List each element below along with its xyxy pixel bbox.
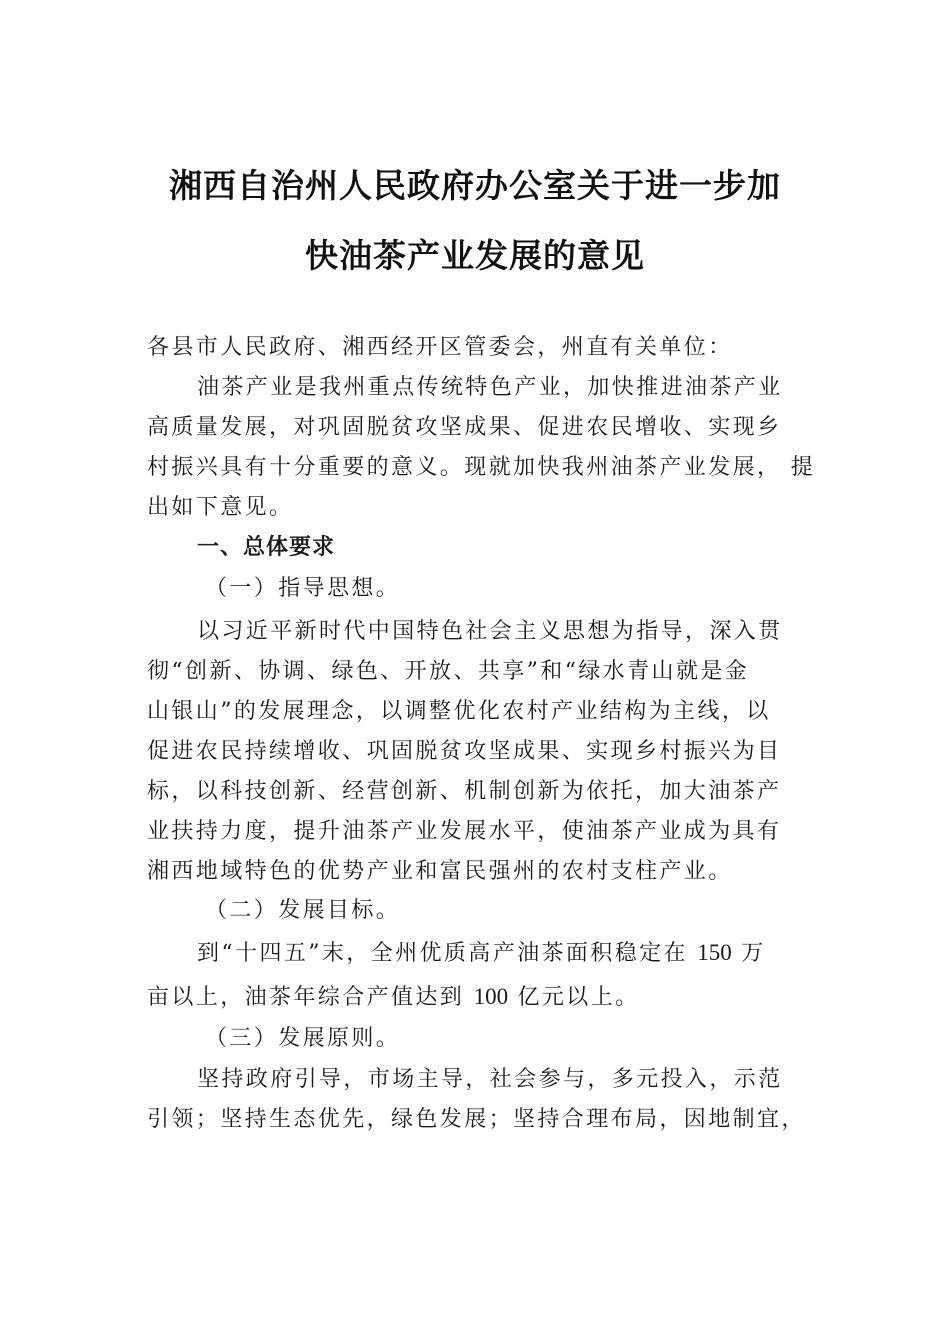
- document-title-line-2: 快油茶产业发展的意见: [305, 236, 645, 275]
- value-number: 100: [473, 984, 509, 1009]
- paragraph-line: [197, 938, 817, 969]
- paragraph-line: 坚持政府引导，市场主导，社会参与，多元投入，示范: [197, 1067, 783, 1092]
- subsection-heading: （二）发展目标。: [205, 898, 401, 923]
- paragraph-line: 山银山”的发展理念，以调整优化农村产业结构为主线，以: [147, 699, 771, 724]
- subsection-heading: （三）发展原则。: [205, 1026, 401, 1051]
- intro-line: 村振兴具有十分重要的意义。现就加快我州油茶产业发展， 提: [147, 455, 816, 480]
- intro-line: 出如下意见。: [147, 495, 294, 520]
- intro-line: 高质量发展，对巩固脱贫攻坚成果、促进农民增收、实现乡: [147, 415, 782, 440]
- subsection-heading: （一）指导思想。: [205, 576, 401, 601]
- section-heading: 一、总体要求: [197, 535, 336, 560]
- paragraph-line: 业扶持力度，提升油茶产业发展水平，使油茶产业成为具有: [147, 819, 782, 844]
- paragraph-line: 引领；坚持生态优先，绿色发展；坚持合理布局，因地制宜，: [147, 1107, 806, 1132]
- paragraph-line: 湘西地域特色的优势产业和富民强州的农村支柱产业。: [147, 859, 733, 884]
- intro-line: 油茶产业是我州重点传统特色产业，加快推进油茶产业: [197, 375, 783, 400]
- paragraph-line: 促进农民持续增收、巩固脱贫攻坚成果、实现乡村振兴为目: [147, 739, 782, 764]
- paragraph-line: [147, 982, 817, 1013]
- paragraph-line: 以习近平新时代中国特色社会主义思想为指导，深入贯: [197, 619, 783, 644]
- area-number: 150: [697, 940, 732, 965]
- text-segment: 亩以上，油茶年综合产值达到: [147, 985, 474, 1010]
- text-segment: 到“十四五”末，全州优质高产油茶面积稳定在: [197, 941, 698, 966]
- document-title-line-1: 湘西自治州人民政府办公室关于进一步加: [169, 166, 781, 205]
- text-segment: 万: [731, 941, 766, 966]
- paragraph-line: 彻“创新、协调、绿色、开放、共享”和“绿水青山就是金: [147, 659, 750, 684]
- paragraph-line: 标，以科技创新、经营创新、机制创新为依托，加大油茶产: [147, 779, 782, 804]
- salutation: 各县市人民政府、湘西经开区管委会，州直有关单位：: [147, 335, 733, 360]
- text-segment: 亿元以上。: [508, 985, 640, 1010]
